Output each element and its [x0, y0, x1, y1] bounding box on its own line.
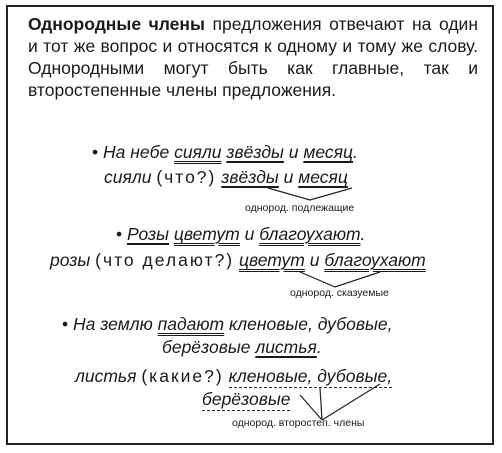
example-3-predicate: падают: [157, 314, 225, 334]
example-1-sentence: • На небе сияли звёзды и месяц.: [92, 142, 358, 162]
example-3-sentence-line-2: берёзовые листья.: [162, 337, 322, 357]
example-2-analysis: розы (что делают?) цветут и благоухают: [50, 250, 426, 270]
example-3-analysis-line-1: листья (какие?) кленовые, дубовые,: [75, 366, 393, 386]
example-3-subject: листья: [255, 337, 317, 357]
example-2-subject: Розы: [127, 224, 170, 244]
rule-term: Однородные члены: [28, 14, 205, 34]
example-2-homogeneous-1: цветут: [173, 224, 240, 244]
example-1-subject: сияли: [174, 142, 222, 162]
example-2-homogeneous-2: благоухают: [259, 224, 361, 244]
example-1-homogeneous-1: звёзды: [226, 142, 284, 162]
example-1-homogeneous-2: месяц: [303, 142, 353, 162]
example-1-analysis: сияли (что?) звёзды и месяц: [104, 167, 348, 187]
example-1-note: однород. подлежащие: [245, 202, 355, 214]
example-3-sentence-line-1: • На землю падают кленовые, дубовые,: [62, 314, 393, 334]
example-3-analysis-line-2: берёзовые: [202, 389, 291, 409]
example-3-note: однород. второстеп. члены: [232, 417, 365, 429]
rule-text: предложения отвечают на один и тот же вопрос и относятся к одному и тому же слову. Однородными могут быть как главные, так и второстепенные члены предложения.: [28, 14, 478, 100]
example-2-note: однород. сказуемые: [290, 287, 389, 299]
example-2-sentence: • Розы цветут и благоухают.: [116, 224, 366, 244]
rule-paragraph: [28, 13, 478, 101]
